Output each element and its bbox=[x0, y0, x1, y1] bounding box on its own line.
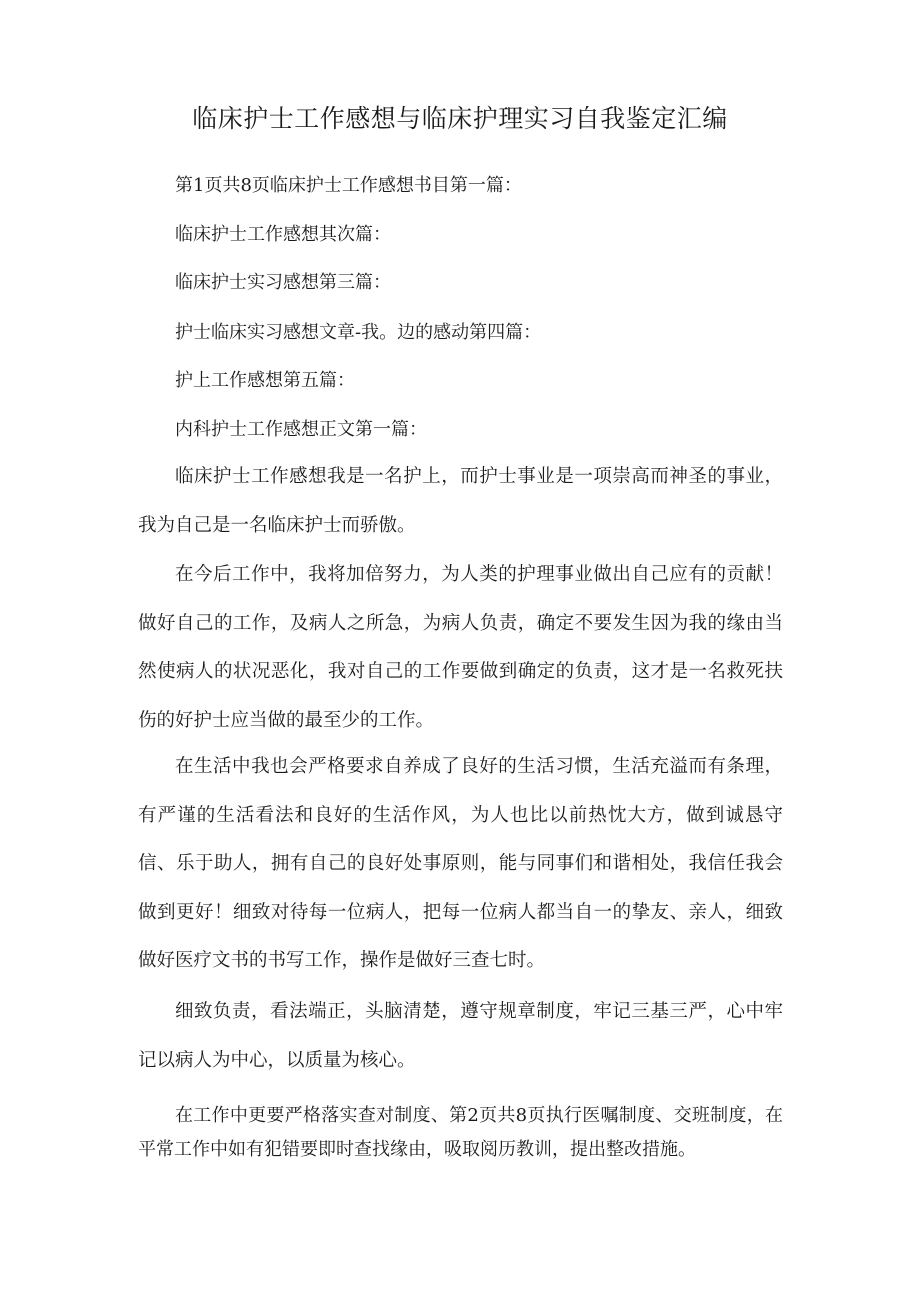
document-title: 临床护士工作感想与临床护理实习自我鉴定汇编 bbox=[192, 104, 728, 133]
body-paragraph-2: 在今后工作中，我将加倍努力，为人类的护理事业做出自己应有的贡献！做好自己的工作，及病人之所急，为病人负责，确定不要发生因为我的缘由当然使病人的状况恶化，我对自己的工作要做到确定的负责，这才是一名救死扶伤的好护士应当做的最至少的工作。 bbox=[138, 564, 783, 731]
body-paragraph-1: 临床护士工作感想我是一名护上，而护士事业是一项崇高而神圣的事业，我为自己是一名临床护士而骄傲。 bbox=[138, 466, 783, 536]
toc-line-4: 护士临床实习感想文章-我。边的感动第四篇： bbox=[175, 322, 542, 343]
body-paragraph-4: 细致负责，看法端正，头脑清楚，遵守规章制度，牢记三基三严，心中牢记以病人为中心，以质量为核心。 bbox=[138, 1001, 783, 1071]
toc-line-1: 第1页共8页临床护士工作感想书目第一篇： bbox=[175, 175, 522, 196]
toc-line-6: 内科护士工作感想正文第一篇： bbox=[175, 419, 427, 440]
body-paragraph-5: 在工作中更要严格落实查对制度、第2页共8页执行医嘱制度、交班制度，在平常工作中如有犯错要即时查找缘由，吸取阅历教训，提出整改措施。 bbox=[138, 1105, 783, 1160]
toc-line-2: 临床护士工作感想其次篇： bbox=[175, 224, 391, 245]
toc-line-3: 临床护士实习感想第三篇： bbox=[175, 272, 391, 293]
toc-line-5: 护上工作感想第五篇： bbox=[175, 370, 355, 391]
body-paragraph-3: 在生活中我也会严格要求自养成了良好的生活习惯，生活充溢而有条理，有严谨的生活看法和良好的生活作风，为人也比以前热忱大方，做到诚恳守信、乐于助人，拥有自己的良好处事原则，能与同事们和谐相处，我信任我会做到更好！细致对待每一位病人，把每一位病人都当自一的挚友、亲人，细致做好医疗文书的书写工作，操作是做好三查七时。 bbox=[138, 756, 783, 972]
